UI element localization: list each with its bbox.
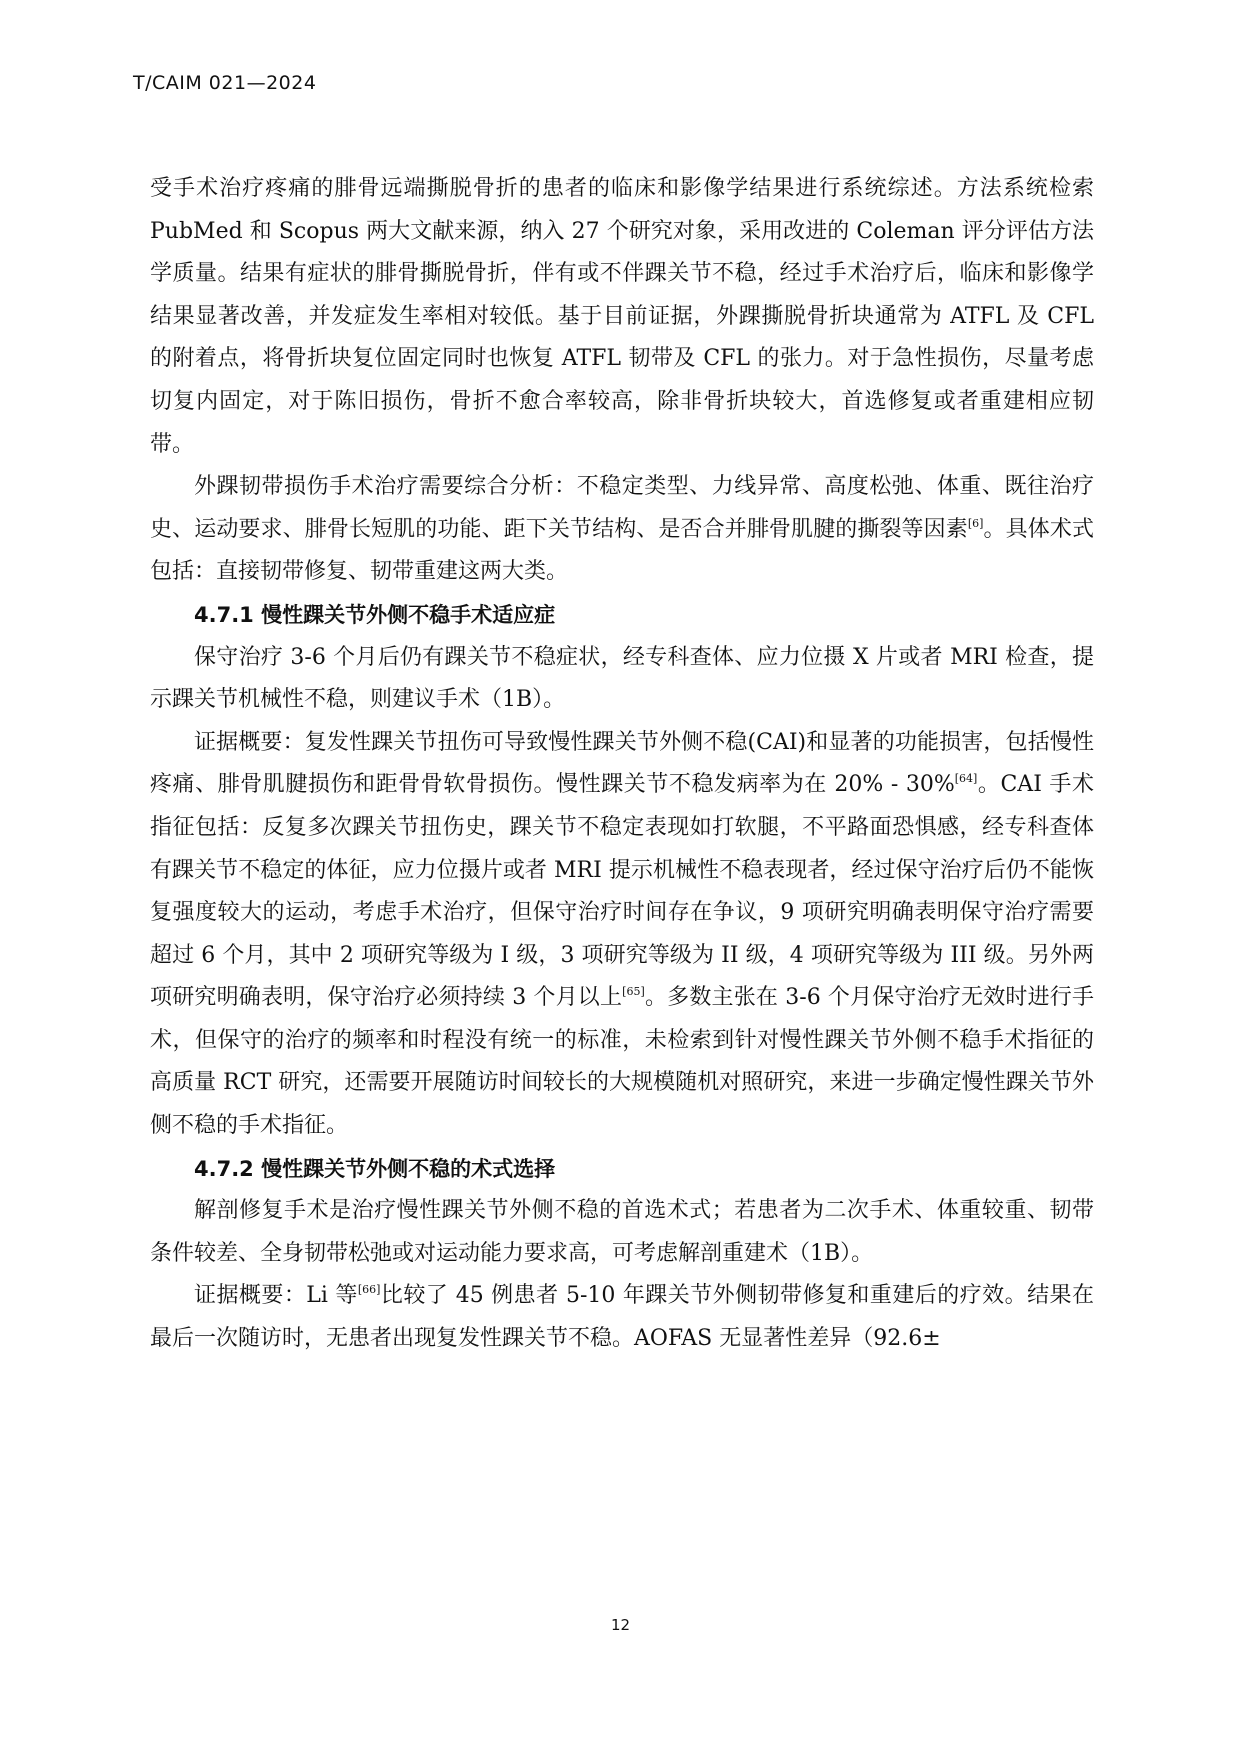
section-heading-4-7-1: 4.7.1 慢性踝关节外侧不稳手术适应症 (194, 602, 556, 627)
paragraph-2 (150, 466, 1094, 594)
paragraph-4-text-b: 。CAI 手术指征包括：反复多次踝关节扭伤史，踝关节不稳定表现如打软腿，不平路面恐惧感，经专科查体有踝关节不稳定的体征，应力位摄片或者 MRI 提示机械性不稳表现者，经过保守治疗后仍不能恢复强度较大的运动，考虑手术治疗，但保守治疗时间存在争议，9 项研究明确表明保守治疗需要超过 6 个月，其中 2 项研究等级为 I 级，3 项研究等级为 II 级，4 项研究等级为 III 级。另外两项研究明确表明，保守治疗必须持续 3 个月以上 (150, 772, 1094, 1011)
paragraph-5: 解剖修复手术是治疗慢性踝关节外侧不稳的首选术式；若患者为二次手术、体重较重、韧带条件较差、全身韧带松弛或对运动能力要求高，可考虑解剖重建术（1B）。 (150, 1198, 1094, 1266)
paragraph-4-text-a: 证据概要：复发性踝关节扭伤可导致慢性踝关节外侧不稳(CAI)和显著的功能损害，包括慢性疼痛、腓骨肌腱损伤和距骨骨软骨损伤。慢性踝关节不稳发病率为在 20% - 30% (150, 729, 1094, 798)
section-heading-4-7-2: 4.7.2 慢性踝关节外侧不稳的术式选择 (194, 1156, 556, 1181)
paragraph-6-text-a: 证据概要：Li 等 (194, 1283, 358, 1309)
citation-66: [66] (357, 1283, 381, 1297)
citation-65: [65] (622, 985, 645, 999)
paragraph-3: 保守治疗 3-6 个月后仍有踝关节不稳症状，经专科查体、应力位摄 X 片或者 MRI 检查，提示踝关节机械性不稳，则建议手术（1B）。 (150, 644, 1094, 713)
page-number: 12 (610, 1616, 631, 1634)
document-code: T/CAIM 021—2024 (133, 72, 317, 94)
citation-64: [64] (954, 772, 978, 786)
paragraph-2-text-b: 。具体术式包括：直接韧带修复、韧带重建这两大类。 (150, 516, 1094, 585)
paragraph-4 (150, 722, 1094, 1148)
paragraph-4-text-c: 。多数主张在 3-6 个月保守治疗无效时进行手术，但保守的治疗的频率和时程没有统一的标准，未检索到针对慢性踝关节外侧不稳手术指征的高质量 RCT 研究，还需要开展随访时间较长的大规模随机对照研究，来进一步确定慢性踝关节外侧不稳的手术指征。 (150, 985, 1094, 1139)
paragraph-6 (150, 1275, 1094, 1360)
paragraph-1: 受手术治疗疼痛的腓骨远端撕脱骨折的患者的临床和影像学结果进行系统综述。方法系统检索 PubMed 和 Scopus 两大文献来源，纳入 27 个研究对象，采用改进的 Coleman 评分评估方法学质量。结果有症状的腓骨撕脱骨折，伴有或不伴踝关节不稳，经过手术治疗后，临床和影像学结果显著改善，并发症发生率相对较低。基于目前证据，外踝撕脱骨折块通常为 ATFL 及 CFL 的附着点，将骨折块复位固定同时也恢复 ATFL 韧带及 CFL 的张力。对于急性损伤，尽量考虑切复内固定，对于陈旧损伤，骨折不愈合率较高，除非骨折块较大，首选修复或者重建相应韧带。 (150, 176, 1094, 457)
document-body (150, 168, 1094, 1361)
citation-6: [6] (967, 516, 984, 530)
paragraph-2-text-a: 外踝韧带损伤手术治疗需要综合分析：不稳定类型、力线异常、高度松弛、体重、既往治疗史、运动要求、腓骨长短肌的功能、距下关节结构、是否合并腓骨肌腱的撕裂等因素 (150, 474, 1094, 542)
paragraph-6-text-b: 比较了 45 例患者 5-10 年踝关节外侧韧带修复和重建后的疗效。结果在最后一次随访时，无患者出现复发性踝关节不稳。AOFAS 无显著性差异（92.6± (150, 1283, 1094, 1352)
